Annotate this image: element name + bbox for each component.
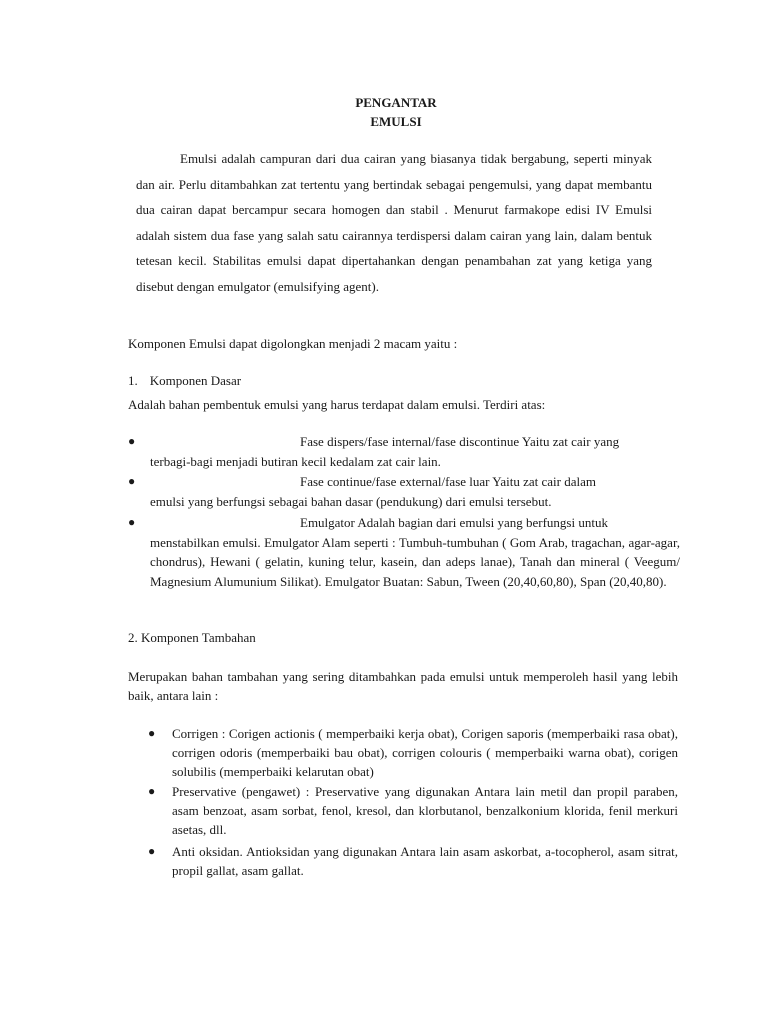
list-item-text: Preservative (pengawet) : Preservative yang digunakan Antara lain metil dan propil paraben, asam benzoat, asam sorbat, fenol, kresol, dan klorbutanol, benzalkonium klorida, fenil merkuri asetas, dll. — [172, 784, 678, 837]
document-subtitle: EMULSI — [370, 114, 422, 129]
bullet-dot-icon: ● — [148, 726, 156, 740]
list-item-rest: menstabilkan emulsi. Emulgator Alam seperti : Tumbuh-tumbuhan ( Gom Arab, tragachan, agar-agar, chondrus), Hewani ( gelatin, kuning telur, kasein, dan adeps lanae), Tanah dan mineral ( Veegum/ Magnesium Alumunium Silikat). Emulgator Buatan: Sabun, Tween (20,40,60,80), Span (20,40,80). — [150, 534, 680, 589]
document-title: PENGANTAR — [355, 95, 437, 110]
intro-paragraph — [136, 146, 652, 299]
komponen-intro: Komponen Emulsi dapat digolongkan menjadi 2 macam yaitu : — [128, 336, 458, 351]
section2-heading: 2. Komponen Tambahan — [128, 630, 256, 645]
list-item-first-line: Fase continue/fase external/fase luar Yaitu zat cair dalam — [300, 474, 596, 489]
bullet-dot-icon: ● — [148, 784, 156, 798]
list-item — [148, 842, 678, 880]
list-item-text: Anti oksidan. Antioksidan yang digunakan Antara lain asam askorbat, a-tocopherol, asam sitrat, propil gallat, asam gallat. — [172, 844, 678, 878]
section1-title: Komponen Dasar — [149, 373, 242, 388]
bullet-dot-icon: ● — [128, 474, 136, 488]
list-item-text: Corrigen : Corigen actionis ( memperbaiki kerja obat), Corigen saporis (memperbaiki rasa obat), corrigen odoris (memperbaiki bau obat), corrigen colouris ( memperbaiki warna obat), corigen solubilis (memperbaiki kelarutan obat) — [172, 726, 678, 779]
list-item — [128, 432, 680, 471]
list-item-first-line: Emulgator Adalah bagian dari emulsi yang berfungsi untuk — [300, 515, 608, 530]
list-item — [148, 782, 678, 839]
section1-number: 1. — [128, 373, 138, 388]
list-item — [128, 472, 680, 511]
intro-text: Emulsi adalah campuran dari dua cairan yang biasanya tidak bergabung, seperti minyak dan air. Perlu ditambahkan zat tertentu yang bertindak sebagai pengemulsi, yang dapat membantu dua cairan dapat bercampur secara homogen dan stabil . Menurut farmakope edisi IV Emulsi adalah sistem dua fase yang salah satu cairannya terdispersi dalam cairan yang lain, dalam bentuk tetesan kecil. Stabilitas emulsi dapat dipertahankan dengan penambahan zat yang ketiga yang disebut dengan emulgator (emulsifying agent). — [136, 151, 652, 294]
list-item — [128, 513, 680, 591]
section2-lead: Merupakan bahan tambahan yang sering ditambahkan pada emulsi untuk memperoleh hasil yang lebih baik, antara lain : — [128, 669, 678, 703]
bullet-dot-icon: ● — [128, 434, 136, 448]
section1-heading — [128, 373, 678, 389]
section1-lead: Adalah bahan pembentuk emulsi yang harus terdapat dalam emulsi. Terdiri atas: — [128, 397, 546, 412]
list-item-rest: emulsi yang berfungsi sebagai bahan dasar (pendukung) dari emulsi tersebut. — [150, 493, 552, 509]
bullet-dot-icon: ● — [148, 844, 156, 858]
list-item — [148, 724, 678, 781]
list-item-first-line: Fase dispers/fase internal/fase discontinue Yaitu zat cair yang — [300, 434, 620, 449]
bullet-dot-icon: ● — [128, 515, 136, 529]
list-item-rest: terbagi-bagi menjadi butiran kecil kedalam zat cair lain. — [150, 453, 441, 469]
